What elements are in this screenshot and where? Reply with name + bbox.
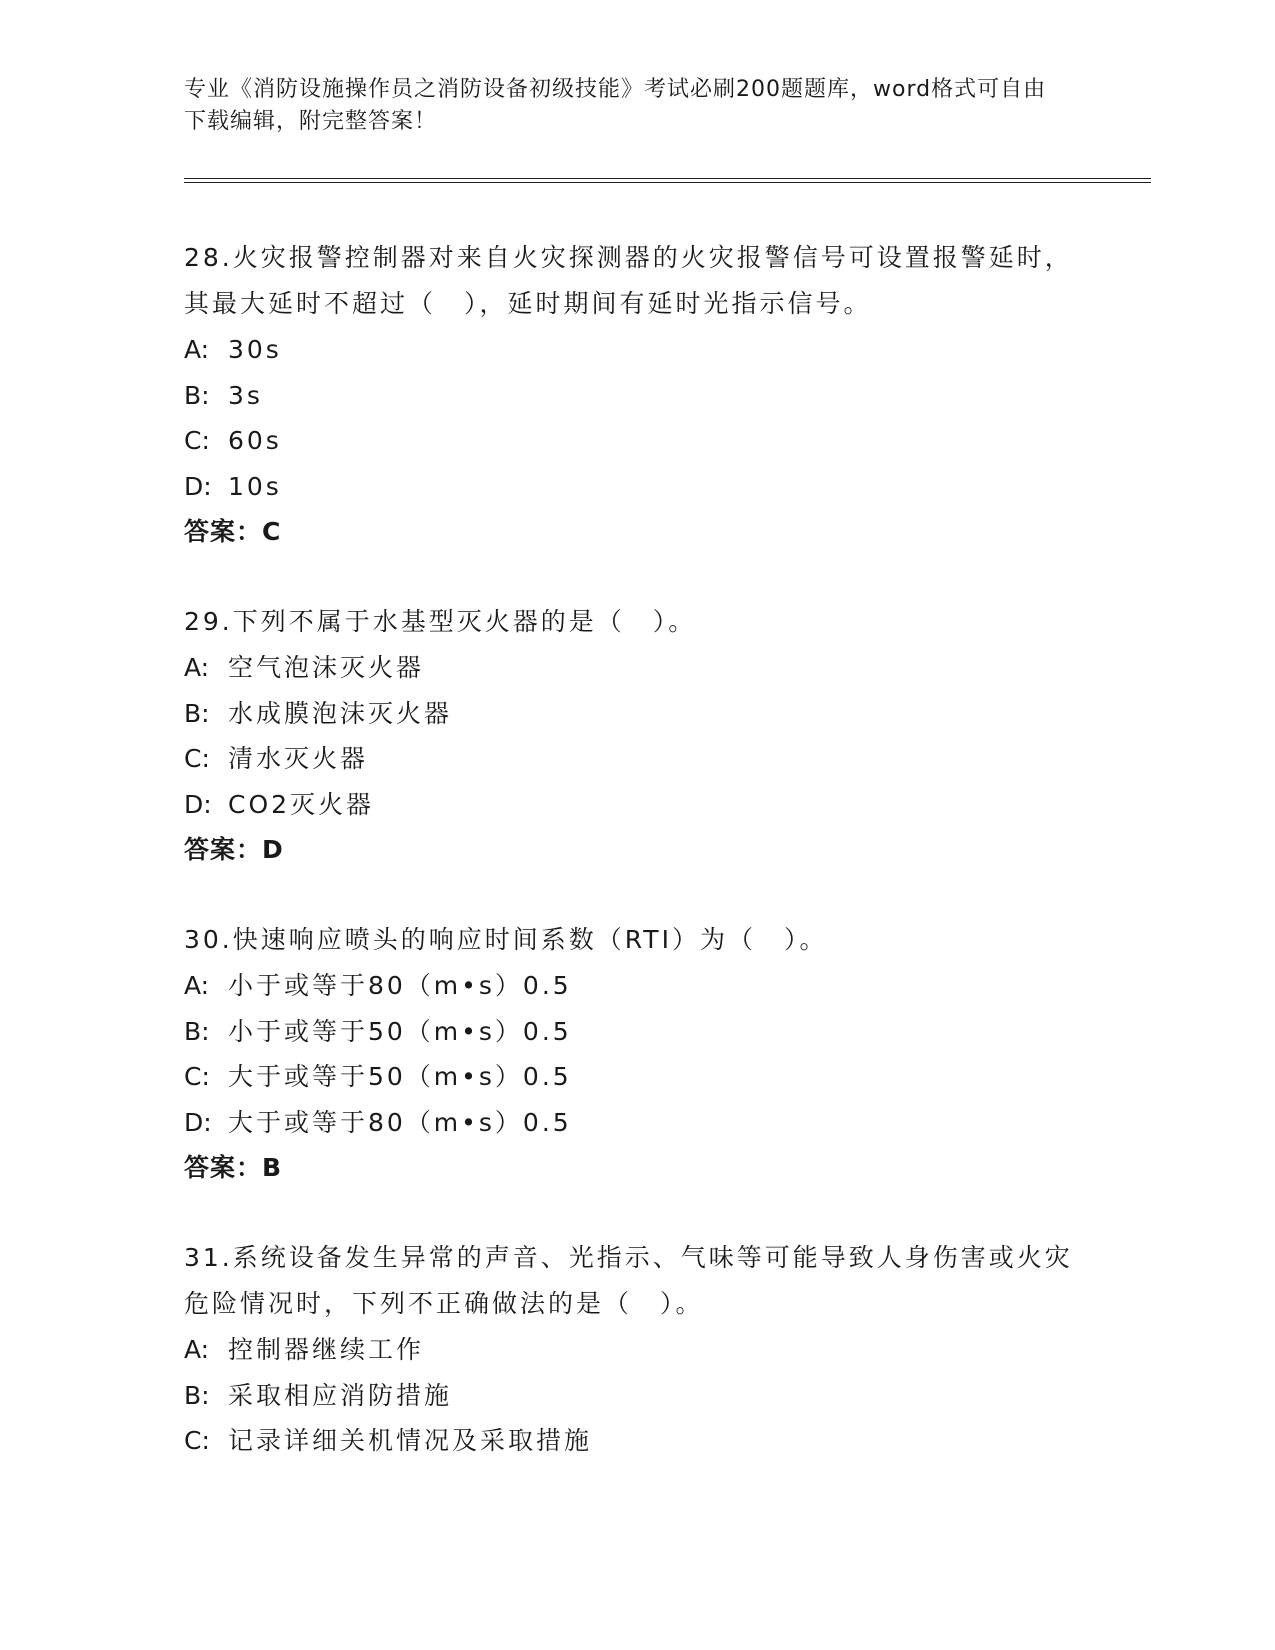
option-letter: B:	[184, 698, 210, 728]
option-text: 采取相应消防措施	[228, 1380, 453, 1410]
option-b	[184, 1009, 1084, 1055]
option-c	[184, 1054, 1084, 1100]
option-text: 大于或等于80（m•s）0.5	[228, 1107, 572, 1137]
option-d	[184, 782, 1084, 828]
question-text: 30.快速响应喷头的响应时间系数（RTI）为（ ）。	[184, 925, 828, 954]
option-b	[184, 1373, 1084, 1419]
answer-line: 答案：C	[184, 517, 282, 546]
option-d	[184, 464, 1084, 510]
option-letter: B:	[184, 1380, 210, 1410]
option-letter: A:	[184, 335, 210, 364]
option-text: 清水灭火器	[228, 744, 369, 773]
question-text: 31.系统设备发生异常的声音、光指示、气味等可能导致人身伤害或火灾危险情况时，下列不正确做法的是（ ）。	[184, 1243, 1073, 1318]
option-text: 小于或等于80（m•s）0.5	[228, 971, 572, 1000]
option-text: 大于或等于50（m•s）0.5	[228, 1062, 572, 1091]
option-text: 记录详细关机情况及采取措施	[228, 1426, 593, 1455]
option-letter: C:	[184, 426, 210, 455]
answer-line: 答案：D	[184, 835, 284, 864]
option-text: 控制器继续工作	[228, 1335, 425, 1364]
option-text: 10s	[228, 471, 282, 501]
option-text: CO2灭火器	[228, 789, 375, 819]
document-header: 专业《消防设施操作员之消防设备初级技能》考试必刷200题题库，word格式可自由下载编辑，附完整答案！	[184, 77, 1047, 134]
option-a	[184, 963, 1084, 1009]
option-text: 水成膜泡沫灭火器	[228, 698, 453, 728]
option-text: 空气泡沫灭火器	[228, 653, 425, 682]
question-text: 29.下列不属于水基型灭火器的是（ ）。	[184, 607, 697, 636]
question-28	[184, 235, 1084, 554]
answer-line: 答案：B	[184, 1153, 283, 1182]
option-text: 60s	[228, 426, 282, 455]
option-letter: D:	[184, 1107, 212, 1137]
option-c	[184, 1418, 1084, 1464]
header-divider	[184, 178, 1151, 183]
question-list	[184, 235, 1084, 1509]
option-b	[184, 373, 1084, 419]
option-letter: B:	[184, 380, 210, 410]
option-d	[184, 1100, 1084, 1146]
option-a	[184, 1327, 1084, 1373]
option-letter: C:	[184, 1426, 210, 1455]
option-letter: D:	[184, 471, 212, 501]
question-29	[184, 599, 1084, 872]
option-text: 小于或等于50（m•s）0.5	[228, 1016, 572, 1046]
option-a	[184, 327, 1084, 373]
option-c	[184, 418, 1084, 464]
option-letter: B:	[184, 1016, 210, 1046]
option-letter: A:	[184, 1335, 210, 1364]
option-c	[184, 736, 1084, 782]
option-text: 3s	[228, 380, 263, 410]
option-text: 30s	[228, 335, 282, 364]
option-letter: A:	[184, 971, 210, 1000]
option-letter: A:	[184, 653, 210, 682]
option-letter: C:	[184, 1062, 210, 1091]
option-letter: D:	[184, 789, 212, 819]
question-31	[184, 1235, 1084, 1464]
option-a	[184, 645, 1084, 691]
question-30	[184, 917, 1084, 1190]
question-text: 28.火灾报警控制器对来自火灾探测器的火灾报警信号可设置报警延时，其最大延时不超过（ ），延时期间有延时光指示信号。	[184, 243, 1073, 318]
option-b	[184, 691, 1084, 737]
option-letter: C:	[184, 744, 210, 773]
